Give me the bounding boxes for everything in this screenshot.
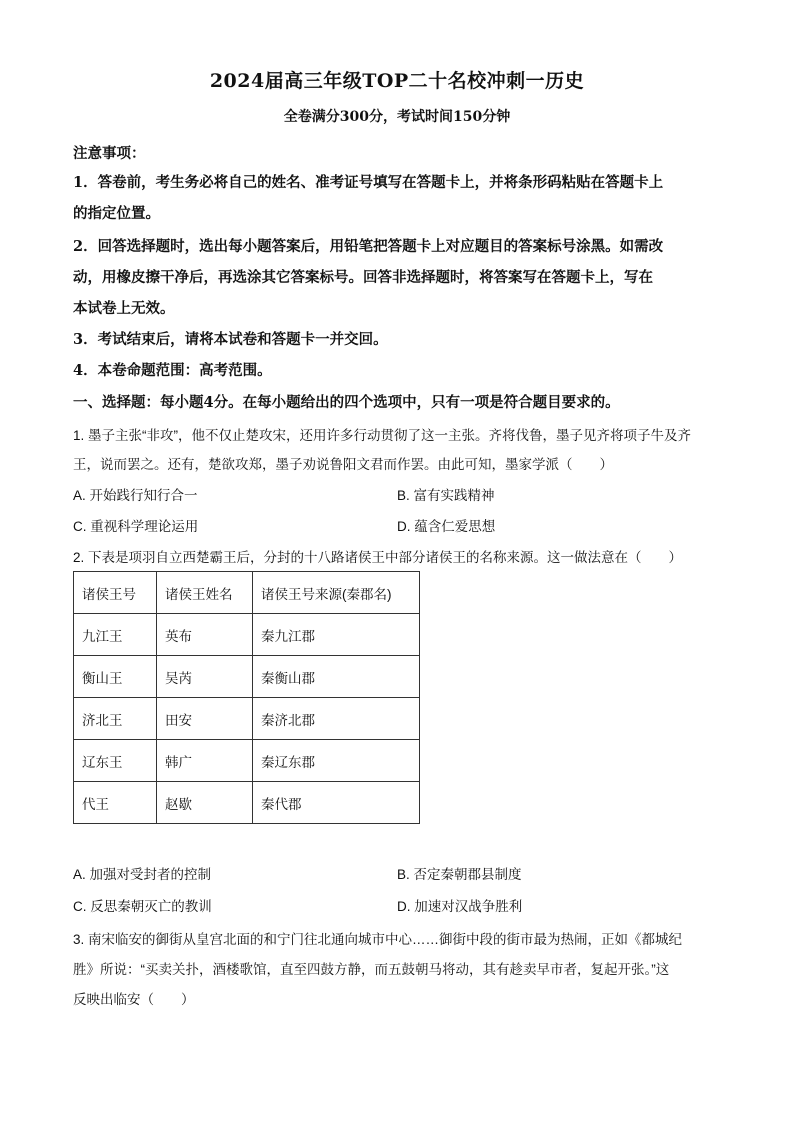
- q1-option-c: C. 重视科学理论运用: [73, 519, 199, 534]
- q2-option-a: A. 加强对受封者的控制: [73, 867, 212, 882]
- question-1-stem: 1. 墨子主张“非攻”，他不仅止楚攻宋，还用许多行动贯彻了这一主张。齐将伐鲁，墨子见齐将项子牛及齐: [73, 428, 691, 443]
- table-cell: 辽东王: [74, 740, 157, 782]
- question-3-stem: 3. 南宋临安的御街从皇宫北面的和宁门往北通向城市中心……御街中段的街市最为热闹，正如《都城纪: [73, 932, 683, 947]
- question-2-stem: 2. 下表是项羽自立西楚霸王后，分封的十八路诸侯王中部分诸侯王的名称来源。这一做法意在（ ）: [73, 550, 683, 565]
- notice-line: 4．本卷命题范围：高考范围。: [73, 362, 272, 379]
- question-3-stem: 胜》所说：“买卖关扑，酒楼歌馆，直至四鼓方静，而五鼓朝马将动，其有趁卖早市者，复起开张。”这: [73, 962, 670, 977]
- table-header-row: [74, 572, 420, 614]
- vassal-kings-table: [73, 571, 420, 824]
- notice-line: 1．答卷前，考生务必将自己的姓名、准考证号填写在答题卡上，并将条形码粘贴在答题卡上: [73, 174, 664, 191]
- table-cell: 代王: [74, 782, 157, 824]
- notice-line: 本试卷上无效。: [73, 300, 175, 317]
- table-cell: 田安: [157, 698, 253, 740]
- notice-heading: 注意事项：: [73, 145, 146, 162]
- table-header-cell: 诸侯王号: [74, 572, 157, 614]
- q2-option-d: D. 加速对汉战争胜利: [397, 899, 523, 914]
- table-cell: 衡山王: [74, 656, 157, 698]
- q2-option-b: B. 否定秦朝郡县制度: [397, 867, 522, 882]
- notice-line: 的指定位置。: [73, 205, 160, 222]
- table-header-cell: 诸侯王号来源(秦郡名): [253, 572, 420, 614]
- table-cell: 赵歇: [157, 782, 253, 824]
- section-heading: 一、选择题：每小题4分。在每小题给出的四个选项中，只有一项是符合题目要求的。: [73, 394, 620, 411]
- table-row: [74, 698, 420, 740]
- table-cell: 九江王: [74, 614, 157, 656]
- table-cell: 吴芮: [157, 656, 253, 698]
- table-cell: 秦衡山郡: [253, 656, 420, 698]
- question-1-stem: 王，说而罢之。还有，楚欲攻郑，墨子劝说鲁阳文君而作罢。由此可知，墨家学派（ ）: [73, 457, 613, 472]
- page-subtitle: 全卷满分300分，考试时间150分钟: [283, 109, 511, 125]
- table-cell: 秦代郡: [253, 782, 420, 824]
- notice-line: 2．回答选择题时，选出每小题答案后，用铅笔把答题卡上对应题目的答案标号涂黑。如需改: [73, 238, 664, 255]
- q1-option-a: A. 开始践行知行合一: [73, 488, 198, 503]
- q2-option-c: C. 反思秦朝灭亡的教训: [73, 899, 212, 914]
- table-cell: 秦九江郡: [253, 614, 420, 656]
- table-cell: 秦辽东郡: [253, 740, 420, 782]
- table-row: [74, 740, 420, 782]
- table-row: [74, 656, 420, 698]
- table-cell: 英布: [157, 614, 253, 656]
- notice-line: 动，用橡皮擦干净后，再选涂其它答案标号。回答非选择题时，将答案写在答题卡上，写在: [73, 269, 653, 286]
- q1-option-b: B. 富有实践精神: [397, 488, 495, 503]
- table-row: [74, 614, 420, 656]
- table-cell: 济北王: [74, 698, 157, 740]
- notice-line: 3．考试结束后，请将本试卷和答题卡一并交回。: [73, 331, 388, 348]
- table-header-cell: 诸侯王姓名: [157, 572, 253, 614]
- question-3-stem: 反映出临安（ ）: [73, 992, 195, 1007]
- table-row: [74, 782, 420, 824]
- q1-option-d: D. 蕴含仁爱思想: [397, 519, 496, 534]
- table-cell: 韩广: [157, 740, 253, 782]
- table-cell: 秦济北郡: [253, 698, 420, 740]
- page-title: 2024届高三年级TOP二十名校冲刺一历史: [209, 70, 585, 92]
